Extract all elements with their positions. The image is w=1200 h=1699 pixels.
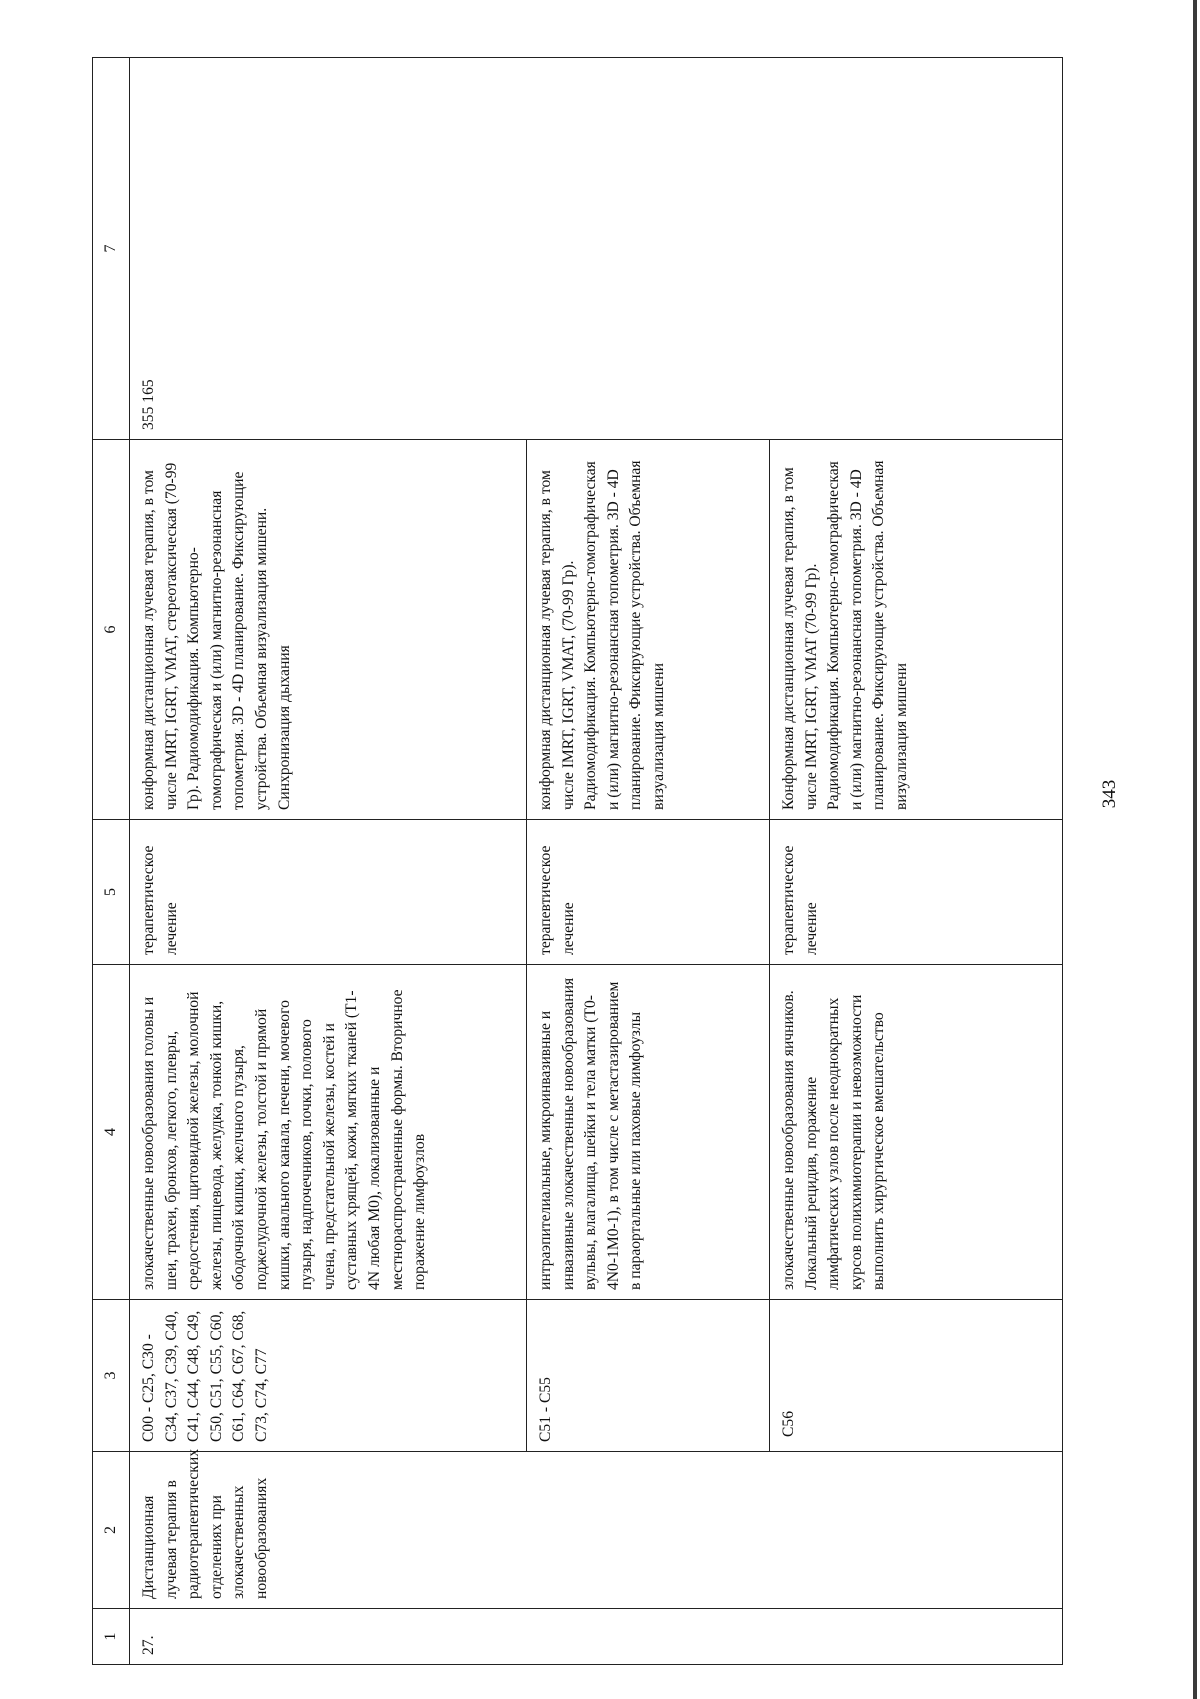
patient-model: злокачественные новообразования головы и шеи, трахеи, бронхов, легкого, плевры, средостения, щитовидной железы, молочной железы, пищевода, желудка, тонкой кишки, ободочной кишки, желчного пузыря, поджелудочной железы, толстой и прямой кишки, анального канала, печени, мочевого пузыря, надпочечников, почки, полового члена, предстательной железы, костей и суставных хрящей, кожи, мягких тканей (T1- 4N любая M0), локализованные и местнораспространенные формы. Вторичное поражение лимфоузлов (130, 965, 527, 1300)
treatment-type: терапевтическое лечение (527, 820, 770, 965)
treatment-type: терапевтическое лечение (130, 820, 527, 965)
patient-model: злокачественные новообразования яичников. Локальный рецидив, поражение лимфатических узлов после неоднократных курсов полихимиотерапии и невозможности выполнить хирургическое вмешательство (770, 965, 1063, 1300)
service-name-continued (770, 1452, 1063, 1609)
scan-edge-line (1193, 0, 1197, 1699)
header-col-4: 4 (93, 965, 130, 1300)
header-col-2: 2 (93, 1452, 130, 1609)
price-continued (770, 58, 1063, 440)
icd-codes: C00 - C25, C30 - C34, C37, C39, C40, C41, C44, C48, C49, C50, C51, C55, C60, C61, C64, C67, C68, C73, C74, C77 (130, 1300, 527, 1452)
price-continued (527, 58, 770, 440)
price: 355 165 (130, 58, 527, 440)
service-name: Дистанционная лучевая терапия в радиотерапевтических отделениях при злокачественных новообразованиях (130, 1452, 527, 1609)
header-col-3: 3 (93, 1300, 130, 1452)
service-name-continued (527, 1452, 770, 1609)
header-col-6: 6 (93, 440, 130, 820)
patient-model: интраэпителиальные, микроинвазивные и инвазивные злокачественные новообразования вульвы, влагалища, шейки и тела матки (T0-4N0-1M0-1), в том числе с метастазированием в параортальные или паховые лимфоузлы (527, 965, 770, 1300)
header-col-5: 5 (93, 820, 130, 965)
row-number: 27. (130, 1609, 527, 1665)
header-row (93, 58, 130, 1665)
row-number-continued (770, 1609, 1063, 1665)
page-number: 343 (1099, 779, 1120, 809)
treatment-table (92, 57, 1063, 1665)
table-row (770, 58, 1063, 1665)
table-row (527, 58, 770, 1665)
icd-codes: C51 - C55 (527, 1300, 770, 1452)
table-row (130, 58, 527, 1665)
document-sheet (92, 58, 1060, 1665)
treatment-type: терапевтическое лечение (770, 820, 1063, 965)
icd-codes: C56 (770, 1300, 1063, 1452)
header-col-7: 7 (93, 58, 130, 440)
treatment-method: Конформная дистанционная лучевая терапия, в том числе IMRT, IGRT, VMAT (70-99 Гр). Радиомодификация. Компьютерно-томографическая и (или) магнитно-резонансная топометрия. 3D - 4D планирование. Фиксирующие устройства. Объемная визуализация мишени (770, 440, 1063, 820)
row-number-continued (527, 1609, 770, 1665)
treatment-method: конформная дистанционная лучевая терапия, в том числе IMRT, IGRT, VMAT, стереотаксическая (70-99 Гр). Радиомодификация. Компьютерно-томографическая и (или) магнитно-резонансная топометрия. 3D - 4D планирование. Фиксирующие устройства. Объемная визуализация мишени. Синхронизация дыхания (130, 440, 527, 820)
header-col-1: 1 (93, 1609, 130, 1665)
treatment-method: конформная дистанционная лучевая терапия, в том числе IMRT, IGRT, VMAT, (70-99 Гр). Радиомодификация. Компьютерно-томографическая и (или) магнитно-резонансная топометрия. 3D - 4D планирование. Фиксирующие устройства. Объемная визуализация мишени (527, 440, 770, 820)
